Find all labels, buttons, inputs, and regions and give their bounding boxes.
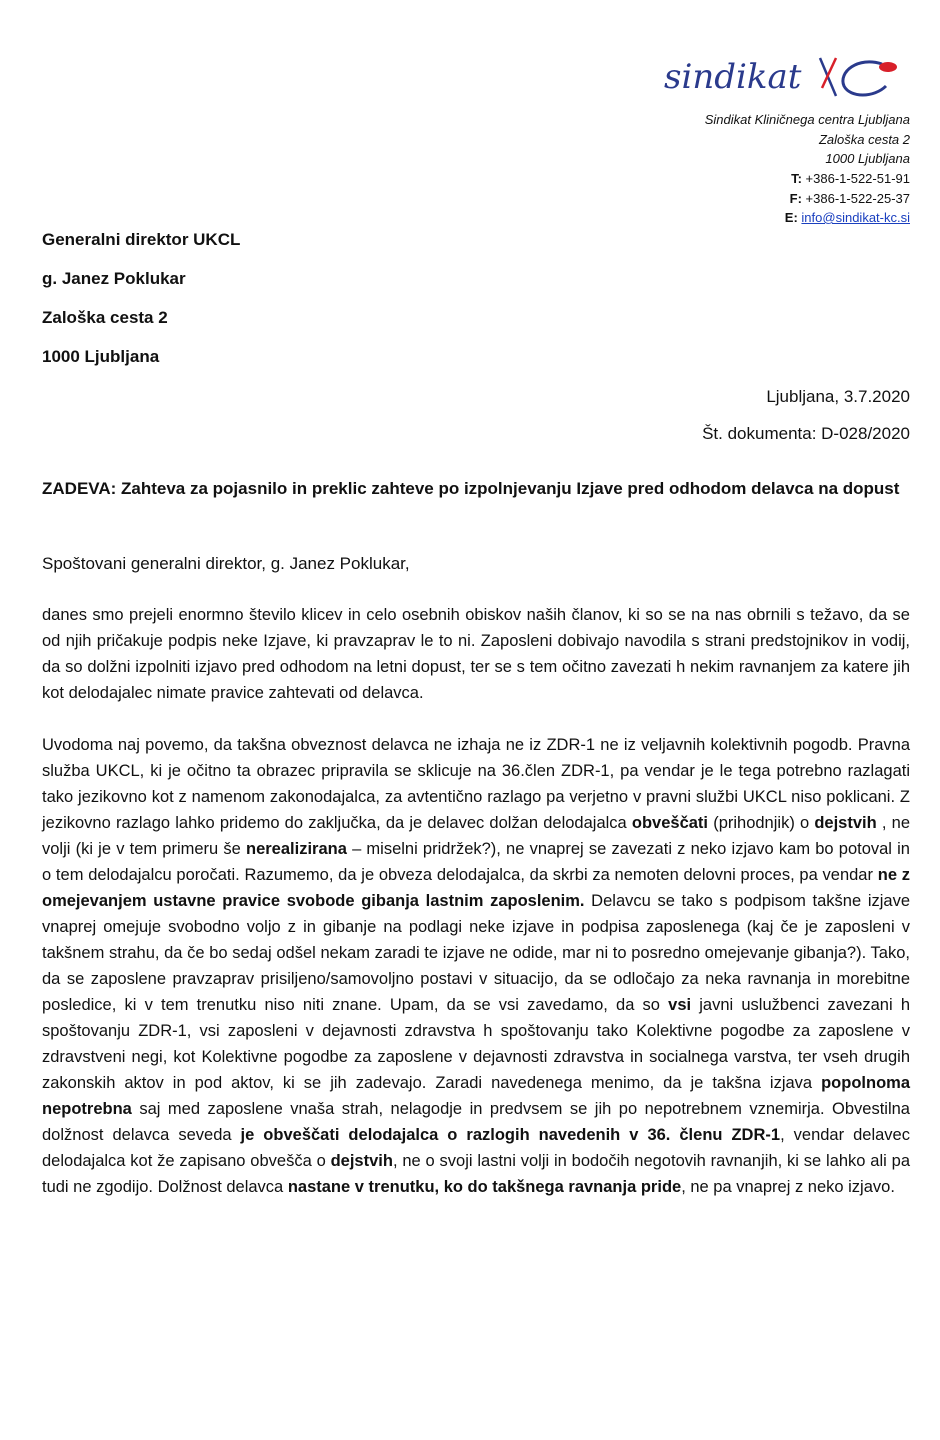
- p2-bold: je obveščati delodajalca o razlogih navedenih v 36. členu ZDR-1: [240, 1126, 781, 1144]
- p2-text: javni uslužbenci zavezani h spoštovanju ZDR-1, vsi zaposleni v dejavnosti zdravstva h spoštovanju tako Kolektivne pogodbe za zaposlene v zdravstveni negi, kot Kolektivne pogodbe za zaposlene v dejavnosti zdravstva in socialnega varstva, ter vseh drugih zakonskih aktov in pod aktov, ki se jih zadevajo. Zaradi navedenega menimo, da je takšna izjava: [42, 996, 910, 1092]
- date-block: [702, 385, 910, 459]
- recipient-title: Generalni direktor UKCL: [42, 230, 241, 249]
- sender-contact: [785, 169, 910, 228]
- paragraph-2: [42, 732, 910, 1200]
- p2-text: Uvodoma naj povemo, da takšna obveznost delavca ne izhaja ne iz ZDR-1 ne iz veljavnih kolektivnih pogodb. Pravna služba UKCL, ki je očitno ta obrazec pripravila se sklicuje na 36.člen ZDR-1, pa vendar je le tega potrebno razlagati tako jezikovno kot z namenom zakonodajalca, za avtentično razlago pa verjetno v pravni službi UKCL niso poklicani. Z jezikovno razlago lahko pridemo do zaključka, da je delavec dolžan delodajalca: [42, 736, 910, 832]
- p2-bold: dejstvih: [330, 1152, 393, 1170]
- recipient-name: g. Janez Poklukar: [42, 269, 186, 288]
- p2-bold: nerealizirana: [246, 840, 347, 858]
- document-number: Št. dokumenta: D-028/2020: [702, 424, 910, 443]
- logo-text: sindikat: [664, 57, 802, 97]
- p2-text: (prihodnjik) o: [708, 814, 815, 832]
- p2-text: , ne volji (ki je v tem primeru še: [42, 814, 910, 858]
- phone-line: [785, 169, 910, 189]
- paragraph-1: danes smo prejeli enormno število klicev in celo osebnih obiskov naših članov, ki so se na nas obrnili s težavo, da se od njih pričakuje podpis neke Izjave, ki pravzaprav le to ni. Zaposleni dobivajo navodila s strani predstojnikov in vodij, da so dolžni izpolniti izjavo pred odhodom na letni dopust, ter se s tem očitno zavezati h nekim ravnanjem za katere jih kot delodajalec nimate pravice zahtevati od delavca.: [42, 606, 910, 702]
- p2-bold: obveščati: [631, 814, 709, 832]
- p2-text: – miselni pridržek?), ne vnaprej se zavezati z neko izjavo kam bo potoval in o tem delodajalcu poročati. Razumemo, da je obveza delodajalca, da skrbi za nemoten delovni proces, pa vendar: [42, 840, 910, 884]
- email-label: E:: [784, 210, 798, 225]
- fax-label: F:: [789, 190, 802, 206]
- email-link[interactable]: info@sindikat-kc.si: [801, 210, 910, 225]
- p2-bold: nastane v trenutku, ko do takšnega ravnanja pride: [287, 1178, 682, 1196]
- kc-logo-mark: [660, 48, 910, 110]
- fax-line: [785, 189, 910, 209]
- p2-text: saj med zaposlene vnaša strah, nelagodje in predvsem se jih po nepotrebnem vznemirja. Obvestilna dolžnost delavca seveda: [42, 1100, 910, 1144]
- sender-name: Sindikat Kliničnega centra Ljubljana: [704, 112, 910, 127]
- recipient-address: [42, 228, 240, 384]
- p2-text: , vendar delavec delodajalca kot že zapisano obvešča o: [42, 1126, 910, 1170]
- recipient-city: 1000 Ljubljana: [42, 347, 160, 366]
- sender-city: 1000 Ljubljana: [825, 151, 910, 166]
- p2-text: , ne o svoji lastni volji in bodočih negotovih ravnanjih, ki se lahko ali pa tudi ne zgodijo. Dolžnost delavca: [42, 1152, 910, 1196]
- email-line: [785, 208, 910, 228]
- p2-bold: vsi: [668, 996, 692, 1014]
- phone-label: T:: [791, 171, 802, 186]
- logo: [660, 48, 910, 110]
- p2-text: Delavcu se tako s podpisom takšne izjave vnaprej omejuje svobodno voljo z in gibanje na podlagi neke izjave in podpisa zaposlenega (kaj če je zaposleni v takšnem strahu, da če bo sedaj odšel nekam zaradi te izjave ne odide, mar ni to posredno omejevanje gibanja?). Tako, da se zaposlene pravzaprav prisiljeno/samovoljno postavi v situacijo, da se odločajo za neka ravnanja in morebitne posledice, ki v tem trenutku niso niti znane. Upam, da se vsi zavedamo, da so: [42, 892, 911, 1014]
- p2-text: , ne pa vnaprej z neko izjavo.: [681, 1178, 895, 1196]
- greeting: Spoštovani generalni direktor, g. Janez Poklukar,: [42, 554, 410, 573]
- p2-bold: dejstvih: [814, 814, 877, 832]
- recipient-street: Zaloška cesta 2: [42, 308, 168, 327]
- p2-bold: popolnoma nepotrebna: [42, 1074, 910, 1118]
- subject-line: ZADEVA: Zahteva za pojasnilo in preklic zahteve po izpolnjevanju Izjave pred odhodom delavca na dopust: [42, 479, 900, 498]
- fax-number: +386-1-522-25-37: [805, 190, 910, 206]
- sender-address: [705, 110, 910, 169]
- date-line: Ljubljana, 3.7.2020: [766, 387, 910, 406]
- sender-street: Zaloška cesta 2: [818, 131, 910, 147]
- p2-bold: ne z omejevanjem ustavne pravice svobode gibanja lastnim zaposlenim.: [42, 866, 910, 910]
- phone-number: +386-1-522-51-91: [805, 171, 910, 186]
